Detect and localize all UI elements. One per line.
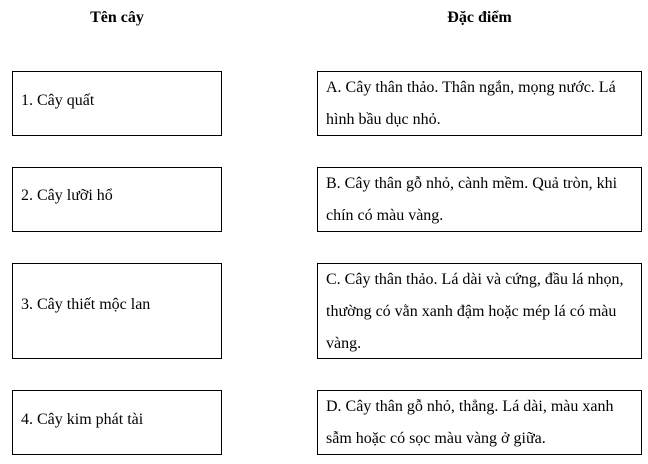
plant-box-2 bbox=[12, 167, 222, 232]
feature-box-c bbox=[317, 263, 642, 359]
plant-box-1 bbox=[12, 71, 222, 136]
feature-box-b bbox=[317, 167, 642, 232]
plant-box-3 bbox=[12, 263, 222, 359]
feature-text: D. Cây thân gỗ nhỏ, thẳng. Lá dài, màu xanh sẫm hoặc có sọc màu vàng ở giữa. bbox=[326, 398, 614, 447]
column-header-characteristics: Đặc điểm bbox=[447, 9, 512, 26]
column-header-plant-name: Tên cây bbox=[90, 9, 144, 26]
feature-box-d bbox=[317, 390, 642, 455]
feature-text: A. Cây thân thảo. Thân ngắn, mọng nước. Lá hình bầu dục nhỏ. bbox=[326, 79, 616, 128]
plant-label: 1. Cây quất bbox=[21, 91, 95, 109]
plant-label: 3. Cây thiết mộc lan bbox=[21, 296, 151, 313]
feature-text: B. Cây thân gỗ nhỏ, cành mềm. Quả tròn, khi chín có màu vàng. bbox=[326, 175, 618, 224]
plant-label: 2. Cây lưỡi hổ bbox=[21, 186, 113, 204]
feature-text: C. Cây thân thảo. Lá dài và cứng, đầu lá nhọn, thường có vằn xanh đậm hoặc mép lá có màu vàng. bbox=[326, 271, 624, 352]
plant-box-4 bbox=[12, 390, 222, 455]
plant-label: 4. Cây kim phát tài bbox=[21, 410, 144, 428]
feature-box-a bbox=[317, 71, 642, 136]
